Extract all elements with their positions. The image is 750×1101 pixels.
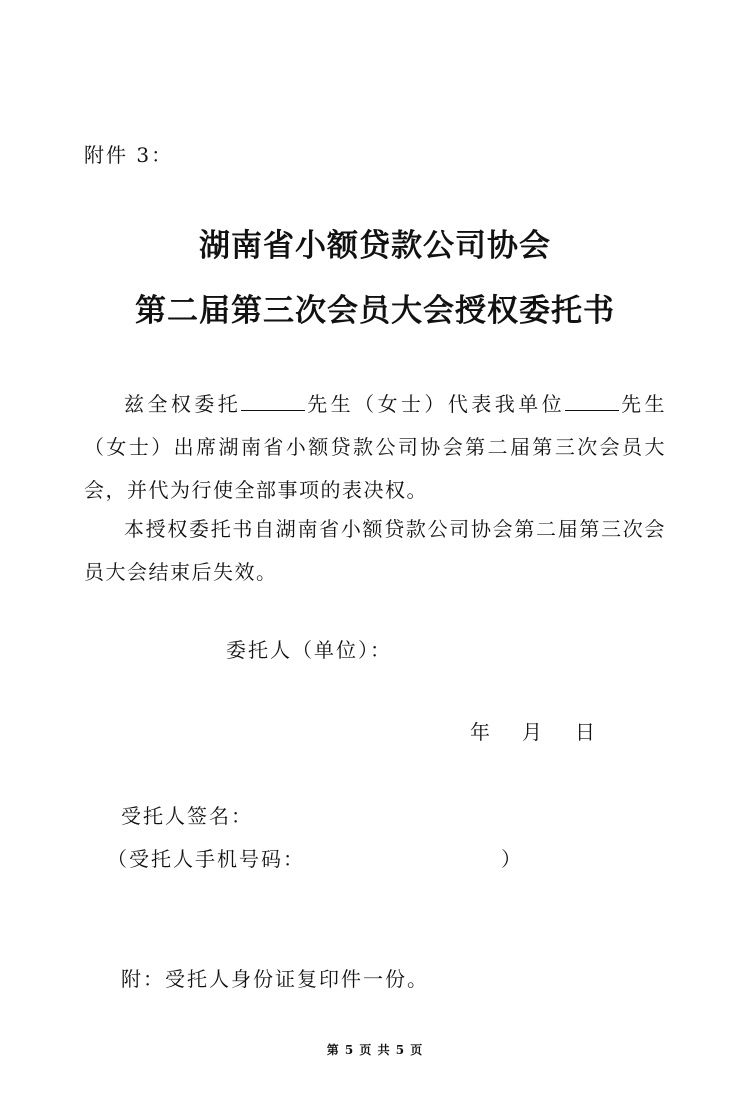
signee-label: 受托人签名： [121,804,253,828]
date-day-label: 日 [575,720,595,744]
para1-part3: 先生（女士）出席湖南省小额贷款公司协会第二届第三次会员大会，并代为行使全部事项的表决权。 [84,392,667,502]
page-footer: 第 5 页 共 5 页 [326,1043,424,1057]
para1-part2: 先生（女士）代表我单位 [305,392,566,416]
phone-close-paren: ） [501,847,521,871]
representative-blank[interactable] [565,390,619,411]
date-year-label: 年 [470,720,490,744]
title-line-2: 第二届第三次会员大会授权委托书 [135,293,615,329]
attachment-label: 附件 3： [84,143,174,167]
attachment-note: 附：受托人身份证复印件一份。 [121,967,429,991]
para1-part1: 兹全权委托 [124,392,242,416]
phone-label: （受托人手机号码： [107,847,305,871]
principal-label: 委托人（单位）： [226,638,392,662]
paragraph-authorization [84,383,666,512]
delegate-blank[interactable] [241,390,305,411]
title-line-1: 湖南省小额贷款公司协会 [199,228,551,264]
paragraph-validity: 本授权委托书自湖南省小额贷款公司协会第二届第三次会员大会结束后失效。 [84,517,666,584]
date-month-label: 月 [522,720,542,744]
